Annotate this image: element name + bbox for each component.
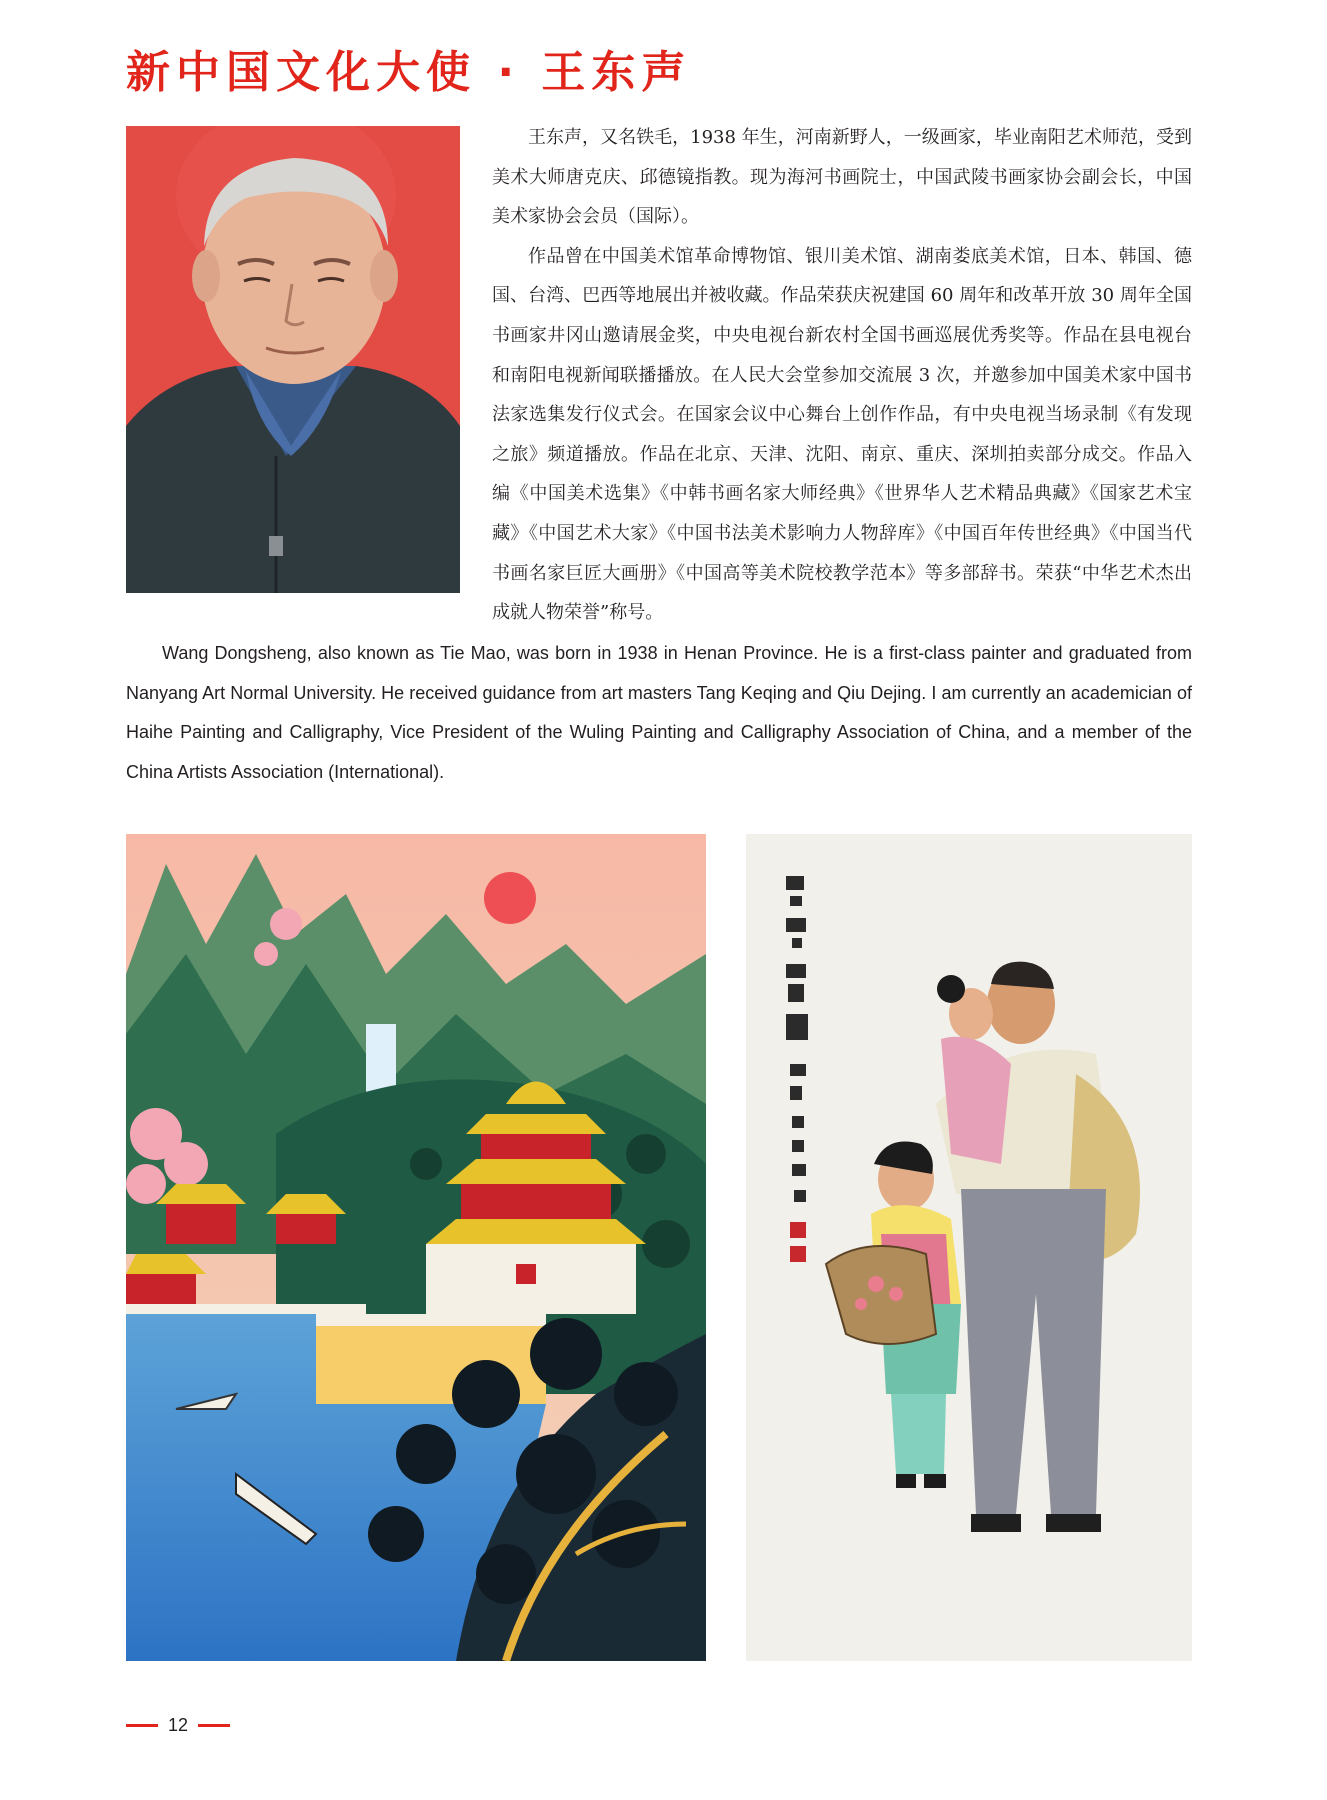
portrait-photo	[126, 126, 460, 593]
bio-chinese	[492, 118, 1192, 633]
footer-rule-right	[198, 1724, 230, 1727]
landscape-painting	[126, 834, 706, 1661]
bio-zh-paragraph-2: 作品曾在中国美术馆革命博物馆、银川美术馆、湖南娄底美术馆，日本、韩国、德国、台湾、巴西等地展出并被收藏。作品荣获庆祝建国 60 周年和改革开放 30 周年全国书画家井冈山邀请展金奖，中央电视台新农村全国书画巡展优秀奖等。作品在县电视台和南阳电视新闻联播播放。在人民大会堂参加交流展 3 次，并邀参加中国美术家中国书法家选集发行仪式会。在国家会议中心舞台上创作作品，有中央电视当场录制《有发现之旅》频道播放。作品在北京、天津、沈阳、南京、重庆、深圳拍卖部分成交。作品入编《中国美术选集》《中韩书画名家大师经典》《世界华人艺术精品典藏》《国家艺术宝藏》《中国艺术大家》《中国书法美术影响力人物辞库》《中国百年传世经典》《中国当代书画名家巨匠大画册》《中国高等美术院校教学范本》等多部辞书。荣获“中华艺术杰出成就人物荣誉”称号。	[492, 245, 1192, 624]
bio-english: Wang Dongsheng, also known as Tie Mao, was born in 1938 in Henan Province. He is a first-class painter and graduated from Nanyang Art Normal University. He received guidance from art masters Tang Keqing and Qiu Dejing. I am currently an academician of Haihe Painting and Calligraphy, Vice President of the Wuling Painting and Calligraphy Association of China, and a member of the China Artists Association (International).	[126, 643, 1192, 782]
figure-painting	[746, 834, 1192, 1661]
page-title: 新中国文化大使 · 王东声	[126, 47, 692, 98]
footer-rule-left	[126, 1724, 158, 1727]
bio-zh-paragraph-1: 王东声，又名铁毛，1938 年生，河南新野人，一级画家，毕业南阳艺术师范，受到美术大师唐克庆、邱德镜指教。现为海河书画院士，中国武陵书画家协会副会长，中国美术家协会会员（国际）。	[492, 127, 1192, 228]
page-number: 12	[168, 1714, 189, 1735]
page-number-footer	[126, 1712, 246, 1738]
